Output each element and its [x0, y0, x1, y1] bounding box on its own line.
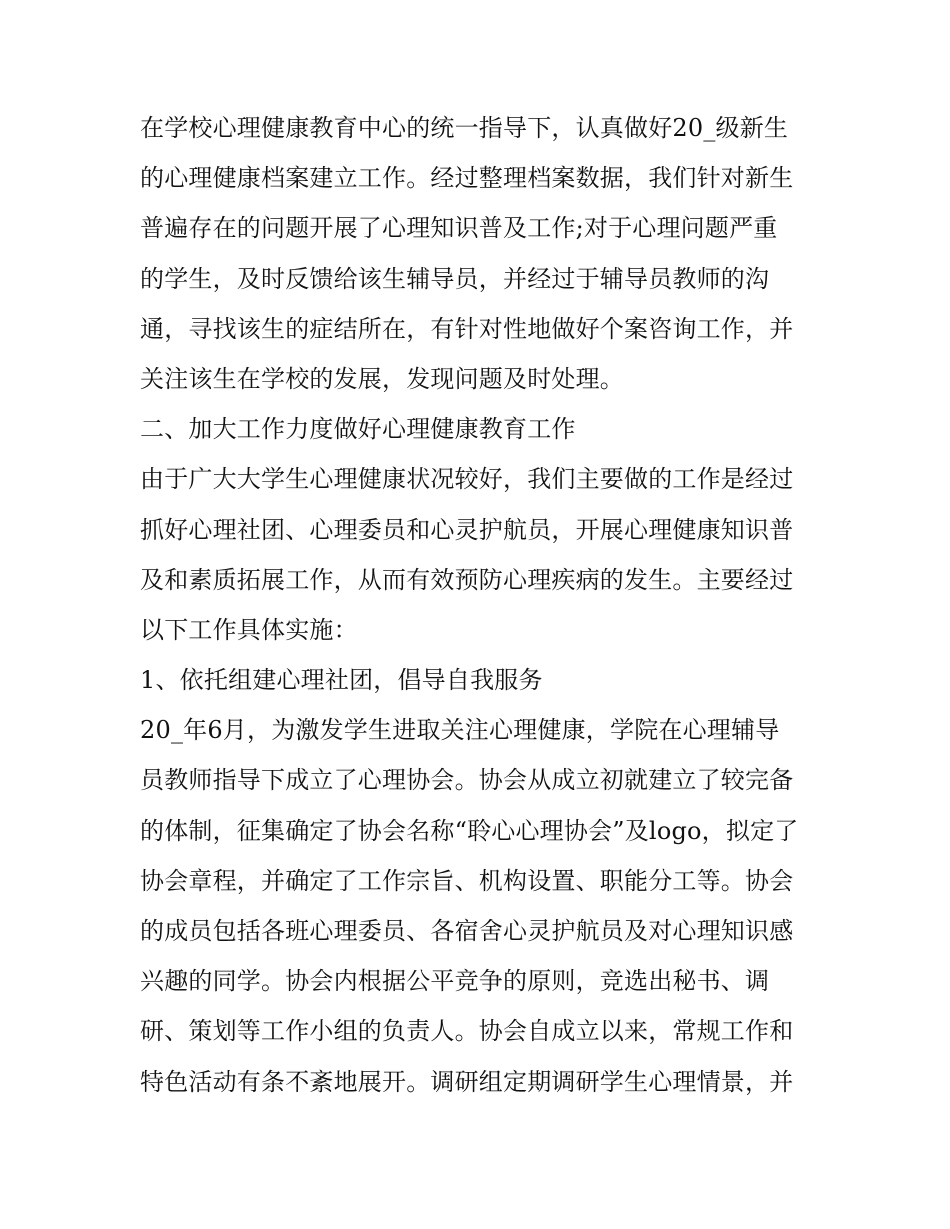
text-line: 协会章程，并确定了工作宗旨、机构设置、职能分工等。协会: [140, 866, 794, 895]
text-line: 抓好心理社团、心理委员和心灵护航员，开展心理健康知识普: [140, 515, 794, 544]
text-line: 员教师指导下成立了心理协会。协会从成立初就建立了较完备: [140, 766, 794, 795]
text-line: 研、策划等工作小组的负责人。协会自成立以来，常规工作和: [140, 1017, 794, 1046]
text-line: 普遍存在的问题开展了心理知识普及工作;对于心理问题严重: [140, 214, 778, 243]
text-line: 的学生，及时反馈给该生辅导员，并经过于辅导员教师的沟: [140, 264, 770, 293]
subsection-heading: 1、依托组建心理社团，倡导自我服务: [140, 666, 543, 695]
document-body: [140, 103, 820, 1107]
section-heading: 二、加大工作力度做好心理健康教育工作: [140, 415, 576, 444]
text-line: 在学校心理健康教育中心的统一指导下，认真做好20_级新生: [140, 114, 789, 142]
text-line: 特色活动有条不紊地展开。调研组定期调研学生心理情景，并: [140, 1067, 794, 1096]
text-line: 通，寻找该生的症结所在，有针对性地做好个案咨询工作，并: [140, 314, 794, 343]
text-line: 及和素质拓展工作，从而有效预防心理疾病的发生。主要经过: [140, 565, 794, 594]
text-line: 由于广大大学生心理健康状况较好，我们主要做的工作是经过: [140, 465, 794, 494]
text-line: 兴趣的同学。协会内根据公平竞争的原则，竞选出秘书、调: [140, 967, 770, 996]
text-line: 20_年6月，为激发学生进取关注心理健康，学院在心理辅导: [140, 716, 780, 745]
text-line: 的体制，征集确定了协会名称“聆心心理协会”及logo，拟定了: [140, 816, 799, 845]
text-line: 的心理健康档案建立工作。经过整理档案数据，我们针对新生: [140, 164, 794, 193]
text-line: 的成员包括各班心理委员、各宿舍心灵护航员及对心理知识感: [140, 917, 794, 945]
text-line: 以下工作具体实施：: [140, 615, 358, 644]
text-line: 关注该生在学校的发展，发现问题及时处理。: [140, 364, 624, 393]
